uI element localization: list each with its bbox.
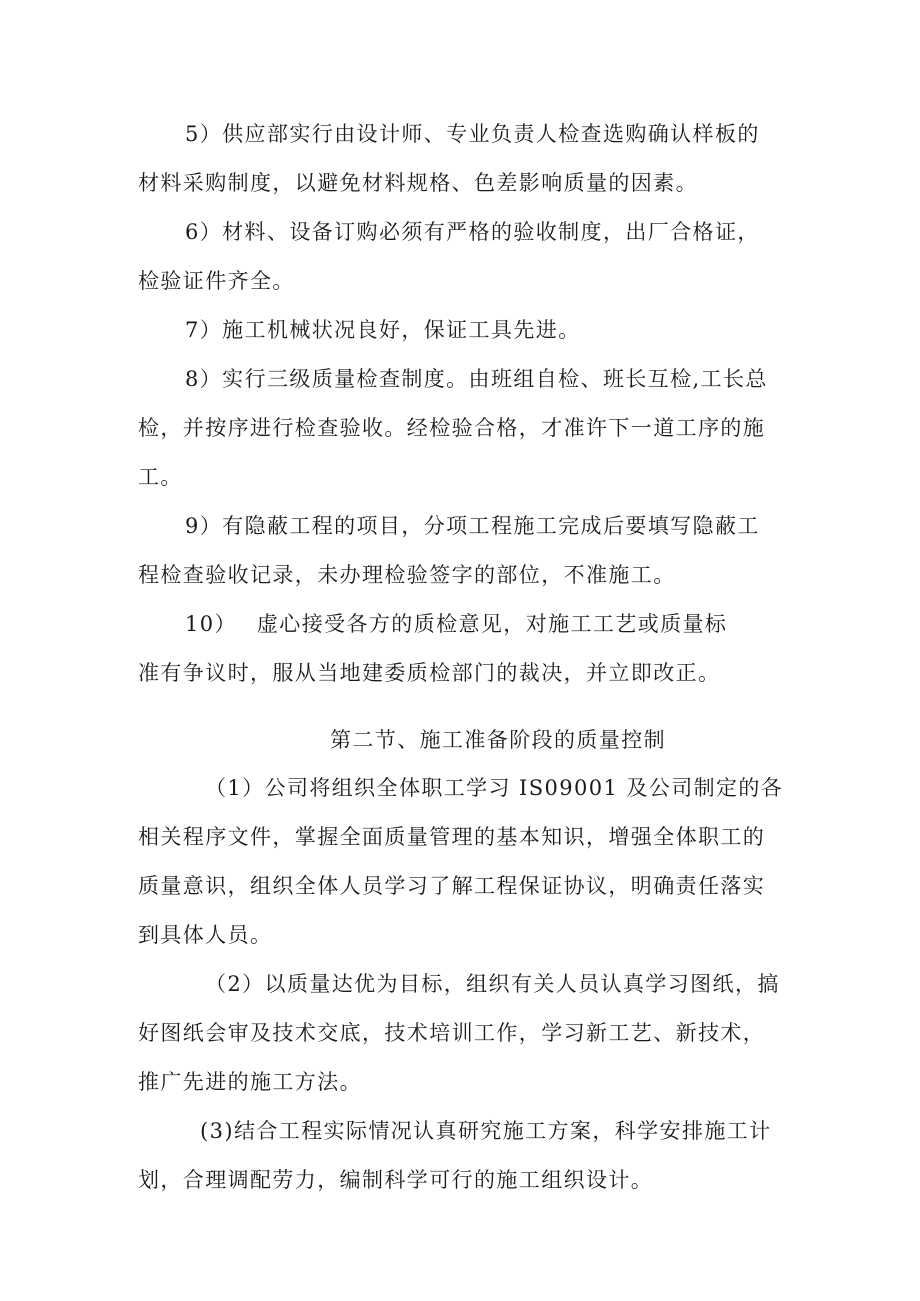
paragraph-line: (3)结合工程实际情况认真研究施工方案，科学安排施工计 xyxy=(200,1119,772,1143)
paragraph-line: 8）实行三级质量检查制度。由班组自检、班长互检,工长总 xyxy=(185,367,768,391)
paragraph-line: 材料采购制度，以避免材料规格、色差影响质量的因素。 xyxy=(138,171,698,195)
paragraph-line: 7）施工机械状况良好，保证工具先进。 xyxy=(185,318,581,342)
paragraph-line: 10） 虚心接受各方的质检意见，对施工工艺或质量标 xyxy=(185,612,728,636)
paragraph-line: 划，合理调配劳力，编制科学可行的施工组织设计。 xyxy=(138,1168,654,1192)
paragraph-line: 程检查验收记录，未办理检验签字的部位，不准施工。 xyxy=(138,563,676,587)
paragraph-line: 检验证件齐全。 xyxy=(138,269,295,293)
paragraph-line: 检，并按序进行检查验收。经检验合格，才准许下一道工序的施 xyxy=(138,416,766,440)
paragraph-line: 好图纸会审及技术交底，技术培训工作，学习新工艺、新技术， xyxy=(138,1021,766,1045)
paragraph-line: （1）公司将组织全体职工学习 IS09001 及公司制定的各 xyxy=(205,776,784,800)
paragraph-line: 9）有隐蔽工程的项目，分项工程施工完成后要填写隐蔽工 xyxy=(185,514,760,538)
paragraph-line: （2）以质量达优为目标，组织有关人员认真学习图纸，搞 xyxy=(205,972,780,996)
paragraph-line: 质量意识，组织全体人员学习了解工程保证协议，明确责任落实 xyxy=(138,874,766,898)
paragraph-line: 准有争议时，服从当地建委质检部门的裁决，并立即改正。 xyxy=(138,661,721,685)
section-heading: 第二节、施工准备阶段的质量控制 xyxy=(330,728,666,752)
paragraph-line: 工。 xyxy=(138,465,183,489)
paragraph-line: 推广先进的施工方法。 xyxy=(138,1070,362,1094)
paragraph-line: 5）供应部实行由设计师、专业负责人检查选购确认样板的 xyxy=(185,122,760,146)
paragraph-line: 相关程序文件，掌握全面质量管理的基本知识，增强全体职工的 xyxy=(138,825,766,849)
paragraph-line: 到具体人员。 xyxy=(138,923,273,947)
paragraph-line: 6）材料、设备订购必须有严格的验收制度，出厂合格证， xyxy=(185,220,760,244)
